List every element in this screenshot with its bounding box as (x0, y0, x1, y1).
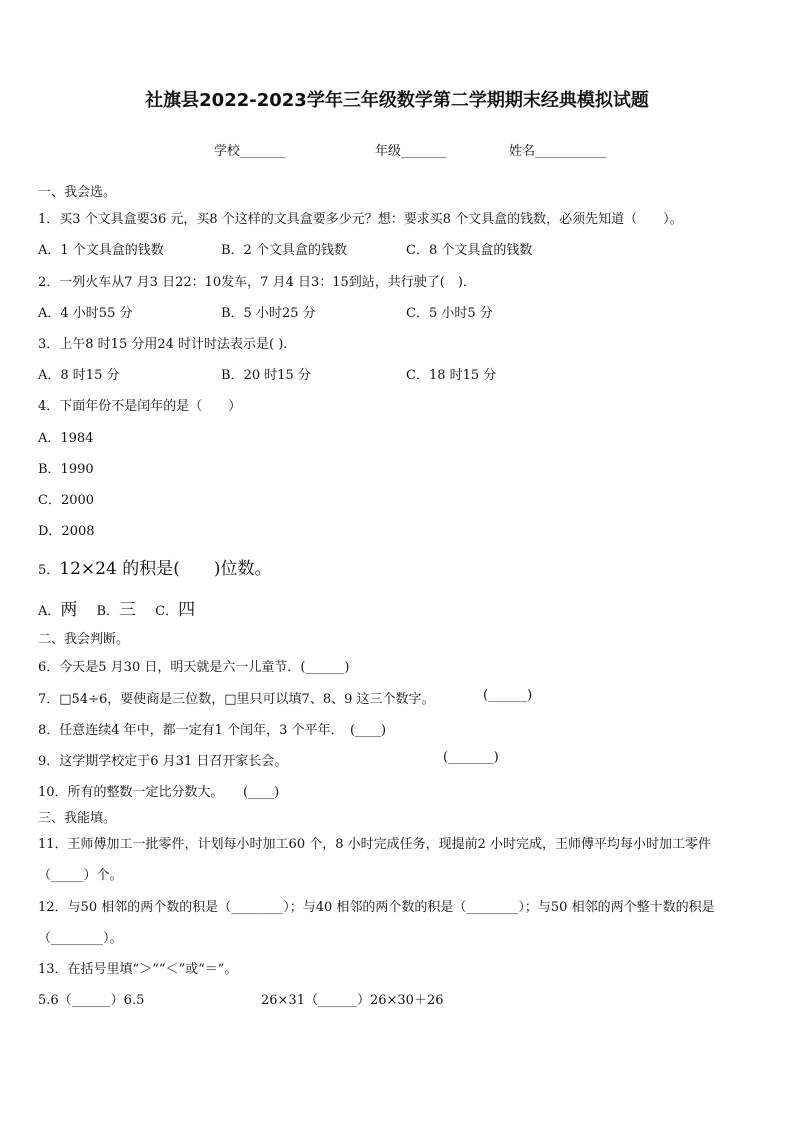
q5-option-b-prefix: B． (96, 604, 120, 619)
section1-heading: 一、我会选。 (38, 185, 117, 200)
q2-option-b: B．5 小时25 分 (221, 306, 316, 321)
q3-option-c: C．18 时15 分 (406, 368, 497, 383)
q10: 10．所有的整数一定比分数大。 (____) (38, 785, 280, 800)
school-field: 学校_______ (214, 144, 286, 159)
q3-stem: 3．上午8 时15 分用24 时计时法表示是( ). (38, 337, 288, 352)
q5-stem: 12×24 的积是( )位数。 (59, 559, 272, 579)
q12-line2: （________）。 (38, 931, 123, 946)
q3-option-b: B．20 时15 分 (221, 368, 311, 383)
q12-line1: 12．与50 相邻的两个数的积是（________）；与40 相邻的两个数的积是（________）；与50 相邻的两个整十数的积是 (38, 900, 715, 915)
q11-line1: 11．王师傅加工一批零件，计划每小时加工60 个，8 小时完成任务，现提前2 小时完成，王师傅平均每小时加工零件 (38, 837, 712, 852)
q7: 7．□54÷6，要使商是三位数，□里只可以填7、8、9 这三个数字。 (38, 692, 435, 707)
q9-blank: (_______) (443, 750, 499, 765)
q9: 9．这学期学校定于6 月31 日召开家长会。 (38, 754, 288, 769)
q5-option-c: 四 (178, 600, 196, 620)
q4-stem: 4．下面年份不是闰年的是（ ） (38, 399, 242, 414)
q5-option-a-prefix: A． (38, 604, 61, 619)
q5-option-a: 两 (60, 600, 78, 620)
q5-options (38, 595, 195, 620)
section2-heading: 二、我会判断。 (38, 632, 130, 647)
q3-option-a: A．8 时15 分 (38, 368, 120, 383)
q1-option-b: B．2 个文具盒的钱数 (221, 243, 347, 258)
name-field: 姓名___________ (509, 144, 607, 159)
q13-part-a: 5.6（______）6.5 (38, 993, 145, 1008)
q4-option-d: D．2008 (38, 524, 95, 539)
section3-heading: 三、我能填。 (38, 811, 117, 826)
q5-option-c-prefix: C． (155, 604, 179, 619)
q7-blank: (______) (483, 688, 533, 703)
q4-option-c: C．2000 (38, 493, 95, 508)
q4-option-b: B．1990 (38, 462, 94, 477)
grade-field: 年级_______ (375, 144, 447, 159)
q2-option-a: A．4 小时55 分 (38, 306, 133, 321)
q1-option-a: A．1 个文具盒的钱数 (38, 243, 164, 258)
q11-line2: （_____）个。 (38, 868, 123, 883)
q2-option-c: C．5 小时5 分 (406, 306, 493, 321)
q5-number: 5． (38, 563, 60, 578)
q6: 6．今天是5 月30 日，明天就是六一儿童节．(______) (38, 660, 350, 675)
q4-option-a: A．1984 (38, 431, 94, 446)
q13-part-b: 26×31（______）26×30＋26 (261, 993, 444, 1008)
q13: 13．在括号里填“＞”“＜”或“＝”。 (38, 962, 238, 977)
q2-stem: 2．一列火车从7 月3 日22：10发车，7 月4 日3：15到站，共行驶了( )． (38, 275, 476, 290)
q8: 8．任意连续4 年中，都一定有1 个闰年，3 个平年． (____) (38, 723, 387, 738)
q5-option-b: 三 (119, 600, 137, 620)
q1-stem: 1．买3 个文具盒要36 元，买8 个这样的文具盒要多少元？想：要求买8 个文具盒的钱数，必须先知道（ ）。 (38, 212, 683, 227)
q5 (38, 554, 271, 579)
q1-option-c: C．8 个文具盒的钱数 (406, 243, 533, 258)
page-title: 社旗县2022-2023学年三年级数学第二学期期末经典模拟试题 (145, 90, 649, 111)
